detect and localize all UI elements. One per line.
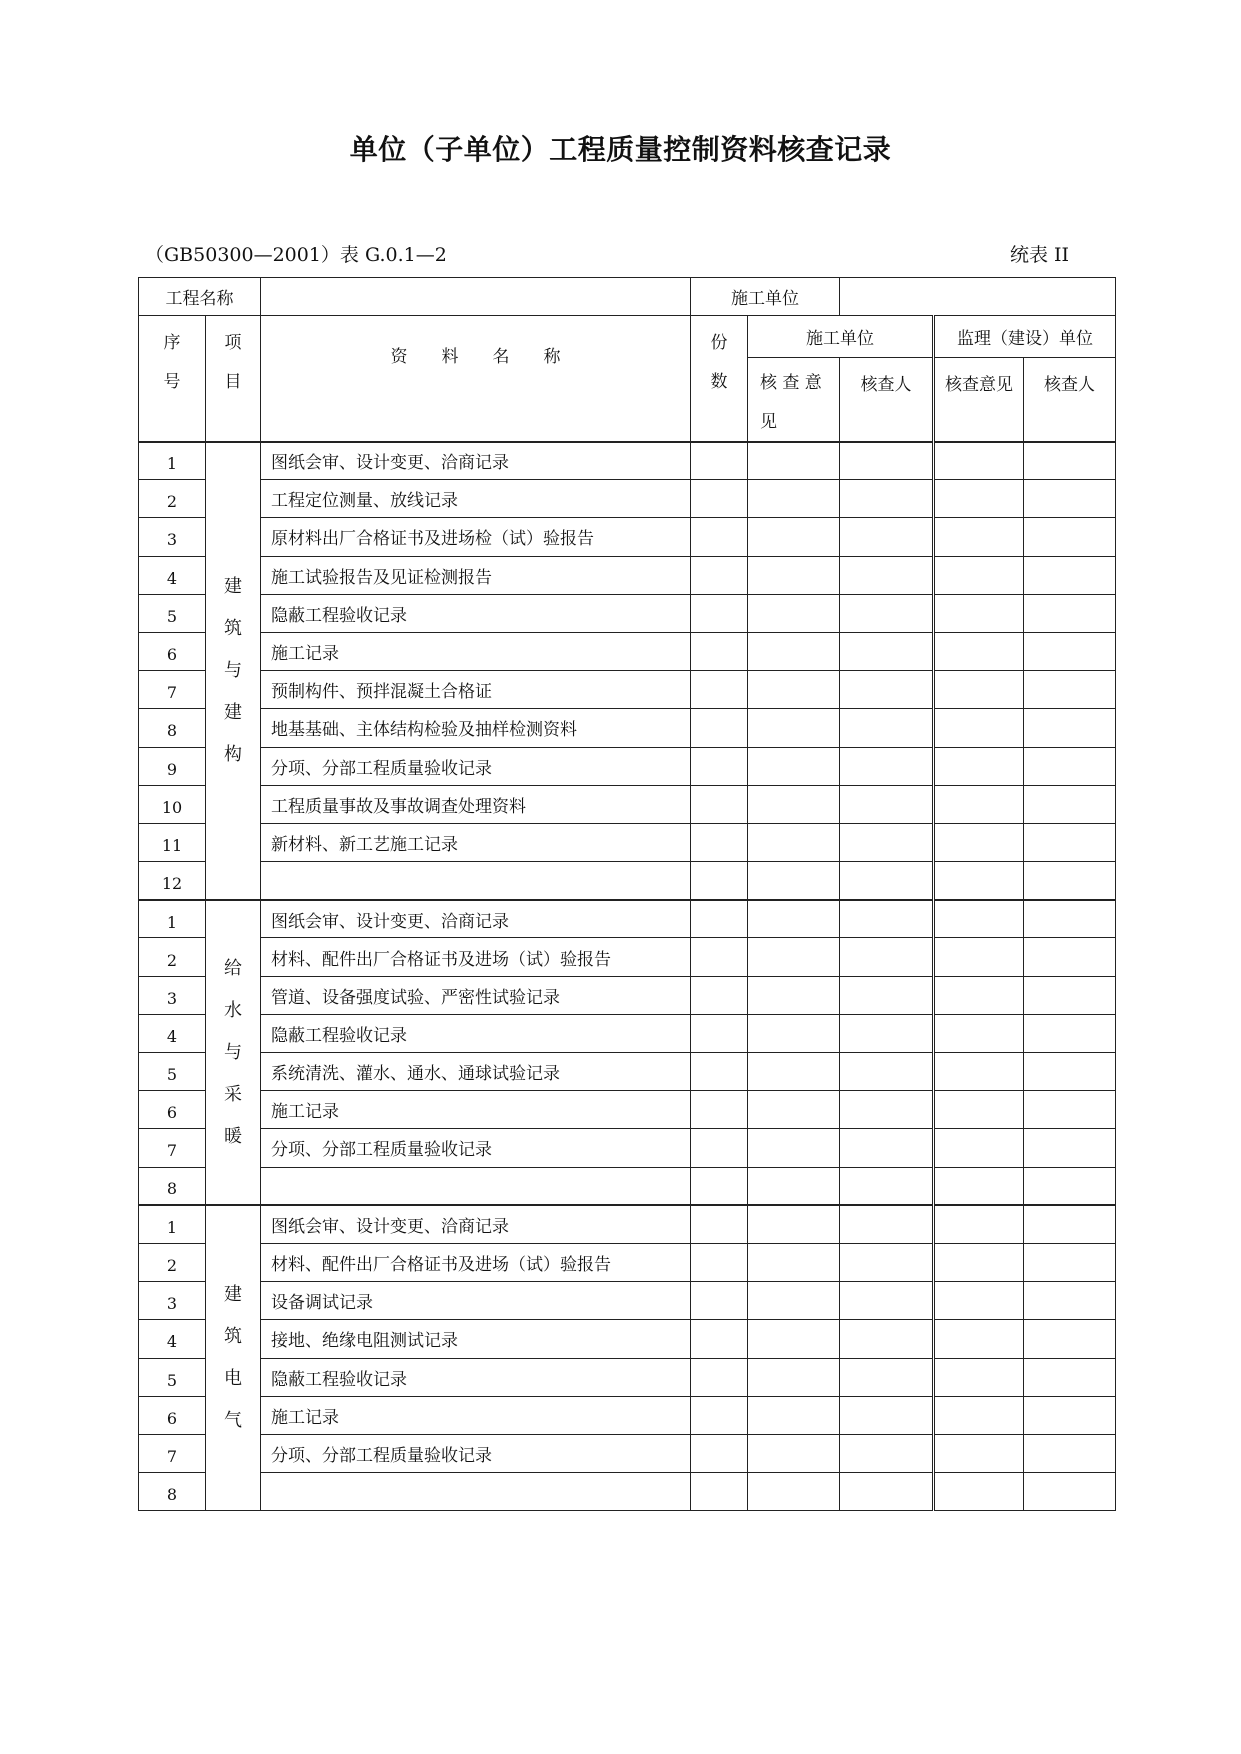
- construction-opinion-cell[interactable]: [748, 1205, 840, 1243]
- group-label-char: 暖: [224, 1125, 242, 1147]
- document-name: 分项、分部工程质量验收记录: [261, 1129, 691, 1167]
- project-name-field[interactable]: [261, 278, 691, 316]
- row-number: 2: [139, 938, 206, 976]
- supervision-checker-cell[interactable]: [1024, 976, 1116, 1014]
- row-number: 4: [139, 1014, 206, 1052]
- row-number: 3: [139, 1282, 206, 1320]
- copies-cell[interactable]: [691, 1205, 748, 1243]
- copies-cell[interactable]: [691, 976, 748, 1014]
- row-number: 6: [139, 1091, 206, 1129]
- supervision-checker-cell[interactable]: [1024, 747, 1116, 785]
- copies-cell[interactable]: [691, 823, 748, 861]
- supervision-checker-cell[interactable]: [1024, 671, 1116, 709]
- document-name: 施工记录: [261, 632, 691, 670]
- group-label: [206, 900, 261, 1206]
- table-row: [139, 556, 1116, 594]
- supervision-opinion-cell[interactable]: [934, 1320, 1024, 1358]
- copies-cell[interactable]: [691, 1053, 748, 1091]
- supervision-checker-cell[interactable]: [1024, 1473, 1116, 1511]
- copies-cell[interactable]: [691, 709, 748, 747]
- construction-opinion-cell[interactable]: [748, 632, 840, 670]
- copies-cell[interactable]: [691, 938, 748, 976]
- group-label-char: 与: [224, 659, 242, 681]
- construction-checker-cell[interactable]: [840, 1014, 934, 1052]
- supervision-opinion-cell[interactable]: [934, 594, 1024, 632]
- document-name: 材料、配件出厂合格证书及进场（试）验报告: [261, 938, 691, 976]
- row-number: 8: [139, 1167, 206, 1205]
- item-header: 项 目: [206, 316, 261, 442]
- supervision-opinion-cell[interactable]: [934, 1014, 1024, 1052]
- construction-checker-cell[interactable]: [840, 480, 934, 518]
- group-label: [206, 442, 261, 900]
- construction-opinion-cell[interactable]: [748, 823, 840, 861]
- table-row: [139, 823, 1116, 861]
- supervision-checker-cell[interactable]: [1024, 785, 1116, 823]
- construction-checker-cell[interactable]: [840, 823, 934, 861]
- table-row: [139, 1205, 1116, 1243]
- row-number: 4: [139, 556, 206, 594]
- supervision-opinion-cell[interactable]: [934, 1205, 1024, 1243]
- supervision-checker-cell[interactable]: [1024, 862, 1116, 900]
- document-name: 图纸会审、设计变更、洽商记录: [261, 442, 691, 480]
- table-row: [139, 1434, 1116, 1472]
- supervision-opinion-cell[interactable]: [934, 1167, 1024, 1205]
- supervision-opinion-cell[interactable]: [934, 1129, 1024, 1167]
- copies-cell[interactable]: [691, 1129, 748, 1167]
- construction-opinion-cell[interactable]: [748, 785, 840, 823]
- construction-unit-field[interactable]: [840, 278, 1116, 316]
- construction-checker-cell[interactable]: [840, 785, 934, 823]
- copies-cell[interactable]: [691, 862, 748, 900]
- supervision-opinion-cell[interactable]: [934, 1243, 1024, 1281]
- group-label-char: 筑: [224, 1326, 242, 1348]
- table-row: [139, 1282, 1116, 1320]
- document-name: 原材料出厂合格证书及进场检（试）验报告: [261, 518, 691, 556]
- supervision-opinion-cell[interactable]: [934, 1282, 1024, 1320]
- construction-checker-cell[interactable]: [840, 1243, 934, 1281]
- row-number: 4: [139, 1320, 206, 1358]
- supervision-checker-cell[interactable]: [1024, 1320, 1116, 1358]
- supervision-opinion-cell[interactable]: [934, 1396, 1024, 1434]
- group-label-char: 电: [224, 1368, 242, 1390]
- project-name-label: 工程名称: [139, 278, 261, 316]
- document-name: [261, 1473, 691, 1511]
- supervision-checker-cell[interactable]: [1024, 900, 1116, 938]
- group-label-char: 建: [224, 575, 242, 597]
- construction-opinion-cell[interactable]: [748, 480, 840, 518]
- construction-opinion-header: 核 查 意 见: [748, 358, 840, 442]
- row-number: 7: [139, 1434, 206, 1472]
- check-record-table: [138, 277, 1116, 1511]
- copies-cell[interactable]: [691, 632, 748, 670]
- row-number: 12: [139, 862, 206, 900]
- supervision-checker-cell[interactable]: [1024, 480, 1116, 518]
- row-number: 7: [139, 671, 206, 709]
- construction-opinion-cell[interactable]: [748, 747, 840, 785]
- construction-opinion-cell[interactable]: [748, 556, 840, 594]
- copies-cell[interactable]: [691, 671, 748, 709]
- table-row: [139, 1320, 1116, 1358]
- construction-checker-cell[interactable]: [840, 1473, 934, 1511]
- supervision-opinion-cell[interactable]: [934, 1473, 1024, 1511]
- table-row: [139, 594, 1116, 632]
- copies-cell[interactable]: [691, 518, 748, 556]
- row-number: 7: [139, 1129, 206, 1167]
- construction-checker-cell[interactable]: [840, 862, 934, 900]
- table-row: [139, 1396, 1116, 1434]
- construction-opinion-cell[interactable]: [748, 709, 840, 747]
- construction-opinion-cell[interactable]: [748, 1320, 840, 1358]
- table-row: [139, 1243, 1116, 1281]
- group-label-char: 水: [224, 999, 242, 1021]
- group-label-char: 筑: [224, 617, 242, 639]
- standard-code: （GB50300—2001）表 G.0.1—2: [145, 244, 447, 266]
- table-row: [139, 1014, 1116, 1052]
- document-name: 图纸会审、设计变更、洽商记录: [261, 1205, 691, 1243]
- supervision-opinion-header: 核查意见: [934, 358, 1024, 442]
- construction-checker-cell[interactable]: [840, 556, 934, 594]
- table-row: [139, 1053, 1116, 1091]
- supervision-checker-cell[interactable]: [1024, 594, 1116, 632]
- document-name: 接地、绝缘电阻测试记录: [261, 1320, 691, 1358]
- group-label-char: 构: [224, 743, 242, 765]
- supervision-opinion-cell[interactable]: [934, 976, 1024, 1014]
- row-number: 3: [139, 976, 206, 1014]
- copies-cell[interactable]: [691, 1473, 748, 1511]
- construction-checker-cell[interactable]: [840, 1358, 934, 1396]
- copies-cell[interactable]: [691, 900, 748, 938]
- table-row: [139, 900, 1116, 938]
- group-label: [206, 1205, 261, 1511]
- row-number: 6: [139, 632, 206, 670]
- supervision-checker-cell[interactable]: [1024, 1053, 1116, 1091]
- supervision-checker-cell[interactable]: [1024, 938, 1116, 976]
- copies-cell[interactable]: [691, 1243, 748, 1281]
- document-name: 工程质量事故及事故调查处理资料: [261, 785, 691, 823]
- supervision-opinion-cell[interactable]: [934, 862, 1024, 900]
- construction-opinion-cell[interactable]: [748, 594, 840, 632]
- construction-opinion-cell[interactable]: [748, 1473, 840, 1511]
- row-number: 1: [139, 900, 206, 938]
- supervision-checker-cell[interactable]: [1024, 442, 1116, 480]
- construction-opinion-cell[interactable]: [748, 1358, 840, 1396]
- document-name: 设备调试记录: [261, 1282, 691, 1320]
- supervision-opinion-cell[interactable]: [934, 1091, 1024, 1129]
- construction-checker-cell[interactable]: [840, 709, 934, 747]
- construction-opinion-cell[interactable]: [748, 671, 840, 709]
- supervision-checker-cell[interactable]: [1024, 1205, 1116, 1243]
- construction-opinion-cell[interactable]: [748, 1243, 840, 1281]
- construction-checker-cell[interactable]: [840, 1129, 934, 1167]
- construction-checker-cell[interactable]: [840, 1282, 934, 1320]
- row-number: 1: [139, 442, 206, 480]
- document-name: [261, 862, 691, 900]
- supervision-opinion-cell[interactable]: [934, 785, 1024, 823]
- supervision-checker-cell[interactable]: [1024, 1167, 1116, 1205]
- supervision-checker-cell[interactable]: [1024, 1282, 1116, 1320]
- document-name: 隐蔽工程验收记录: [261, 594, 691, 632]
- supervision-checker-header: 核查人: [1024, 358, 1116, 442]
- document-name: 施工记录: [261, 1396, 691, 1434]
- construction-opinion-cell[interactable]: [748, 1014, 840, 1052]
- supervision-opinion-cell[interactable]: [934, 747, 1024, 785]
- supervision-checker-cell[interactable]: [1024, 1014, 1116, 1052]
- construction-opinion-cell[interactable]: [748, 442, 840, 480]
- continuation-label: 统表 II: [1010, 244, 1070, 266]
- copies-header: 份 数: [691, 316, 748, 442]
- supervision-opinion-cell[interactable]: [934, 556, 1024, 594]
- construction-checker-cell[interactable]: [840, 1396, 934, 1434]
- table-row: [139, 976, 1116, 1014]
- supervision-opinion-cell[interactable]: [934, 1053, 1024, 1091]
- supervision-opinion-cell[interactable]: [934, 709, 1024, 747]
- supervision-checker-cell[interactable]: [1024, 556, 1116, 594]
- construction-opinion-cell[interactable]: [748, 518, 840, 556]
- table-row: [139, 862, 1116, 900]
- construction-opinion-cell[interactable]: [748, 938, 840, 976]
- document-name: 预制构件、预拌混凝土合格证: [261, 671, 691, 709]
- seq-header: 序 号: [139, 316, 206, 442]
- construction-opinion-cell[interactable]: [748, 1434, 840, 1472]
- copies-cell[interactable]: [691, 1434, 748, 1472]
- document-name: 分项、分部工程质量验收记录: [261, 1434, 691, 1472]
- copies-cell[interactable]: [691, 1396, 748, 1434]
- construction-checker-cell[interactable]: [840, 900, 934, 938]
- construction-checker-cell[interactable]: [840, 518, 934, 556]
- construction-checker-cell[interactable]: [840, 1167, 934, 1205]
- copies-cell[interactable]: [691, 556, 748, 594]
- document-name: 施工记录: [261, 1091, 691, 1129]
- copies-cell[interactable]: [691, 1282, 748, 1320]
- copies-cell[interactable]: [691, 1091, 748, 1129]
- row-number: 8: [139, 1473, 206, 1511]
- table-row: [139, 1358, 1116, 1396]
- table-row: [139, 1167, 1116, 1205]
- construction-checker-cell[interactable]: [840, 1434, 934, 1472]
- supervision-checker-cell[interactable]: [1024, 1358, 1116, 1396]
- row-number: 3: [139, 518, 206, 556]
- group-label-char: 建: [224, 1284, 242, 1306]
- construction-checker-cell[interactable]: [840, 442, 934, 480]
- supervision-opinion-cell[interactable]: [934, 938, 1024, 976]
- construction-opinion-cell[interactable]: [748, 1129, 840, 1167]
- supervision-opinion-cell[interactable]: [934, 442, 1024, 480]
- construction-checker-cell[interactable]: [840, 1320, 934, 1358]
- supervision-checker-cell[interactable]: [1024, 1434, 1116, 1472]
- supervision-checker-cell[interactable]: [1024, 1129, 1116, 1167]
- supervision-checker-cell[interactable]: [1024, 1091, 1116, 1129]
- copies-cell[interactable]: [691, 1358, 748, 1396]
- supervision-opinion-cell[interactable]: [934, 671, 1024, 709]
- document-name: 隐蔽工程验收记录: [261, 1358, 691, 1396]
- supervision-opinion-cell[interactable]: [934, 1434, 1024, 1472]
- row-number: 5: [139, 1358, 206, 1396]
- table-row: [139, 480, 1116, 518]
- row-number: 1: [139, 1205, 206, 1243]
- copies-cell[interactable]: [691, 442, 748, 480]
- table-row: [139, 747, 1116, 785]
- row-number: 10: [139, 785, 206, 823]
- construction-checker-cell[interactable]: [840, 938, 934, 976]
- copies-cell[interactable]: [691, 747, 748, 785]
- supervision-opinion-cell[interactable]: [934, 632, 1024, 670]
- table-row: [139, 1091, 1116, 1129]
- supervision-checker-cell[interactable]: [1024, 632, 1116, 670]
- construction-opinion-cell[interactable]: [748, 1167, 840, 1205]
- document-name: 系统清洗、灌水、通水、通球试验记录: [261, 1053, 691, 1091]
- document-name: 隐蔽工程验收记录: [261, 1014, 691, 1052]
- supervision-checker-cell[interactable]: [1024, 709, 1116, 747]
- construction-opinion-cell[interactable]: [748, 976, 840, 1014]
- copies-cell[interactable]: [691, 480, 748, 518]
- construction-opinion-cell[interactable]: [748, 900, 840, 938]
- row-number: 2: [139, 480, 206, 518]
- supervision-checker-cell[interactable]: [1024, 518, 1116, 556]
- supervision-unit-group-header: 监理（建设）单位: [934, 316, 1116, 358]
- group-label-char: 采: [224, 1083, 242, 1105]
- supervision-opinion-cell[interactable]: [934, 900, 1024, 938]
- copies-cell[interactable]: [691, 785, 748, 823]
- copies-cell[interactable]: [691, 1320, 748, 1358]
- document-name: 工程定位测量、放线记录: [261, 480, 691, 518]
- group-label-char: 气: [224, 1410, 242, 1432]
- copies-cell[interactable]: [691, 1167, 748, 1205]
- group-label-char: 建: [224, 701, 242, 723]
- table-row: [139, 1129, 1116, 1167]
- document-name: 材料、配件出厂合格证书及进场（试）验报告: [261, 1243, 691, 1281]
- supervision-opinion-cell[interactable]: [934, 823, 1024, 861]
- table-row: [139, 632, 1116, 670]
- row-number: 2: [139, 1243, 206, 1281]
- group-label-char: 与: [224, 1041, 242, 1063]
- construction-checker-cell[interactable]: [840, 671, 934, 709]
- table-row: [139, 709, 1116, 747]
- construction-opinion-cell[interactable]: [748, 1053, 840, 1091]
- table-row: [139, 785, 1116, 823]
- supervision-opinion-cell[interactable]: [934, 1358, 1024, 1396]
- page-title: 单位（子单位）工程质量控制资料核查记录: [349, 133, 892, 166]
- table-row: [139, 442, 1116, 480]
- document-name: 图纸会审、设计变更、洽商记录: [261, 900, 691, 938]
- construction-opinion-cell[interactable]: [748, 1282, 840, 1320]
- document-name: 分项、分部工程质量验收记录: [261, 747, 691, 785]
- construction-checker-cell[interactable]: [840, 1205, 934, 1243]
- document-name: 地基基础、主体结构检验及抽样检测资料: [261, 709, 691, 747]
- document-name: 管道、设备强度试验、严密性试验记录: [261, 976, 691, 1014]
- construction-unit-group-header: 施工单位: [748, 316, 934, 358]
- row-number: 9: [139, 747, 206, 785]
- supervision-checker-cell[interactable]: [1024, 1396, 1116, 1434]
- table-row: [139, 518, 1116, 556]
- construction-checker-cell[interactable]: [840, 1053, 934, 1091]
- construction-checker-cell[interactable]: [840, 747, 934, 785]
- table-row: [139, 1473, 1116, 1511]
- construction-opinion-cell[interactable]: [748, 862, 840, 900]
- construction-checker-cell[interactable]: [840, 594, 934, 632]
- row-number: 8: [139, 709, 206, 747]
- construction-checker-cell[interactable]: [840, 976, 934, 1014]
- document-name: [261, 1167, 691, 1205]
- row-number: 11: [139, 823, 206, 861]
- supervision-checker-cell[interactable]: [1024, 823, 1116, 861]
- row-number: 6: [139, 1396, 206, 1434]
- construction-checker-header: 核查人: [840, 358, 934, 442]
- row-number: 5: [139, 594, 206, 632]
- group-label-char: 给: [224, 957, 242, 979]
- supervision-checker-cell[interactable]: [1024, 1243, 1116, 1281]
- construction-unit-label: 施工单位: [691, 278, 840, 316]
- document-name: 施工试验报告及见证检测报告: [261, 556, 691, 594]
- doc-name-header: 资 料 名 称: [261, 316, 691, 442]
- construction-opinion-cell[interactable]: [748, 1396, 840, 1434]
- table-row: [139, 938, 1116, 976]
- construction-checker-cell[interactable]: [840, 1091, 934, 1129]
- supervision-opinion-cell[interactable]: [934, 480, 1024, 518]
- supervision-opinion-cell[interactable]: [934, 518, 1024, 556]
- copies-cell[interactable]: [691, 1014, 748, 1052]
- copies-cell[interactable]: [691, 594, 748, 632]
- construction-opinion-cell[interactable]: [748, 1091, 840, 1129]
- table-row: [139, 671, 1116, 709]
- construction-checker-cell[interactable]: [840, 632, 934, 670]
- document-name: 新材料、新工艺施工记录: [261, 823, 691, 861]
- row-number: 5: [139, 1053, 206, 1091]
